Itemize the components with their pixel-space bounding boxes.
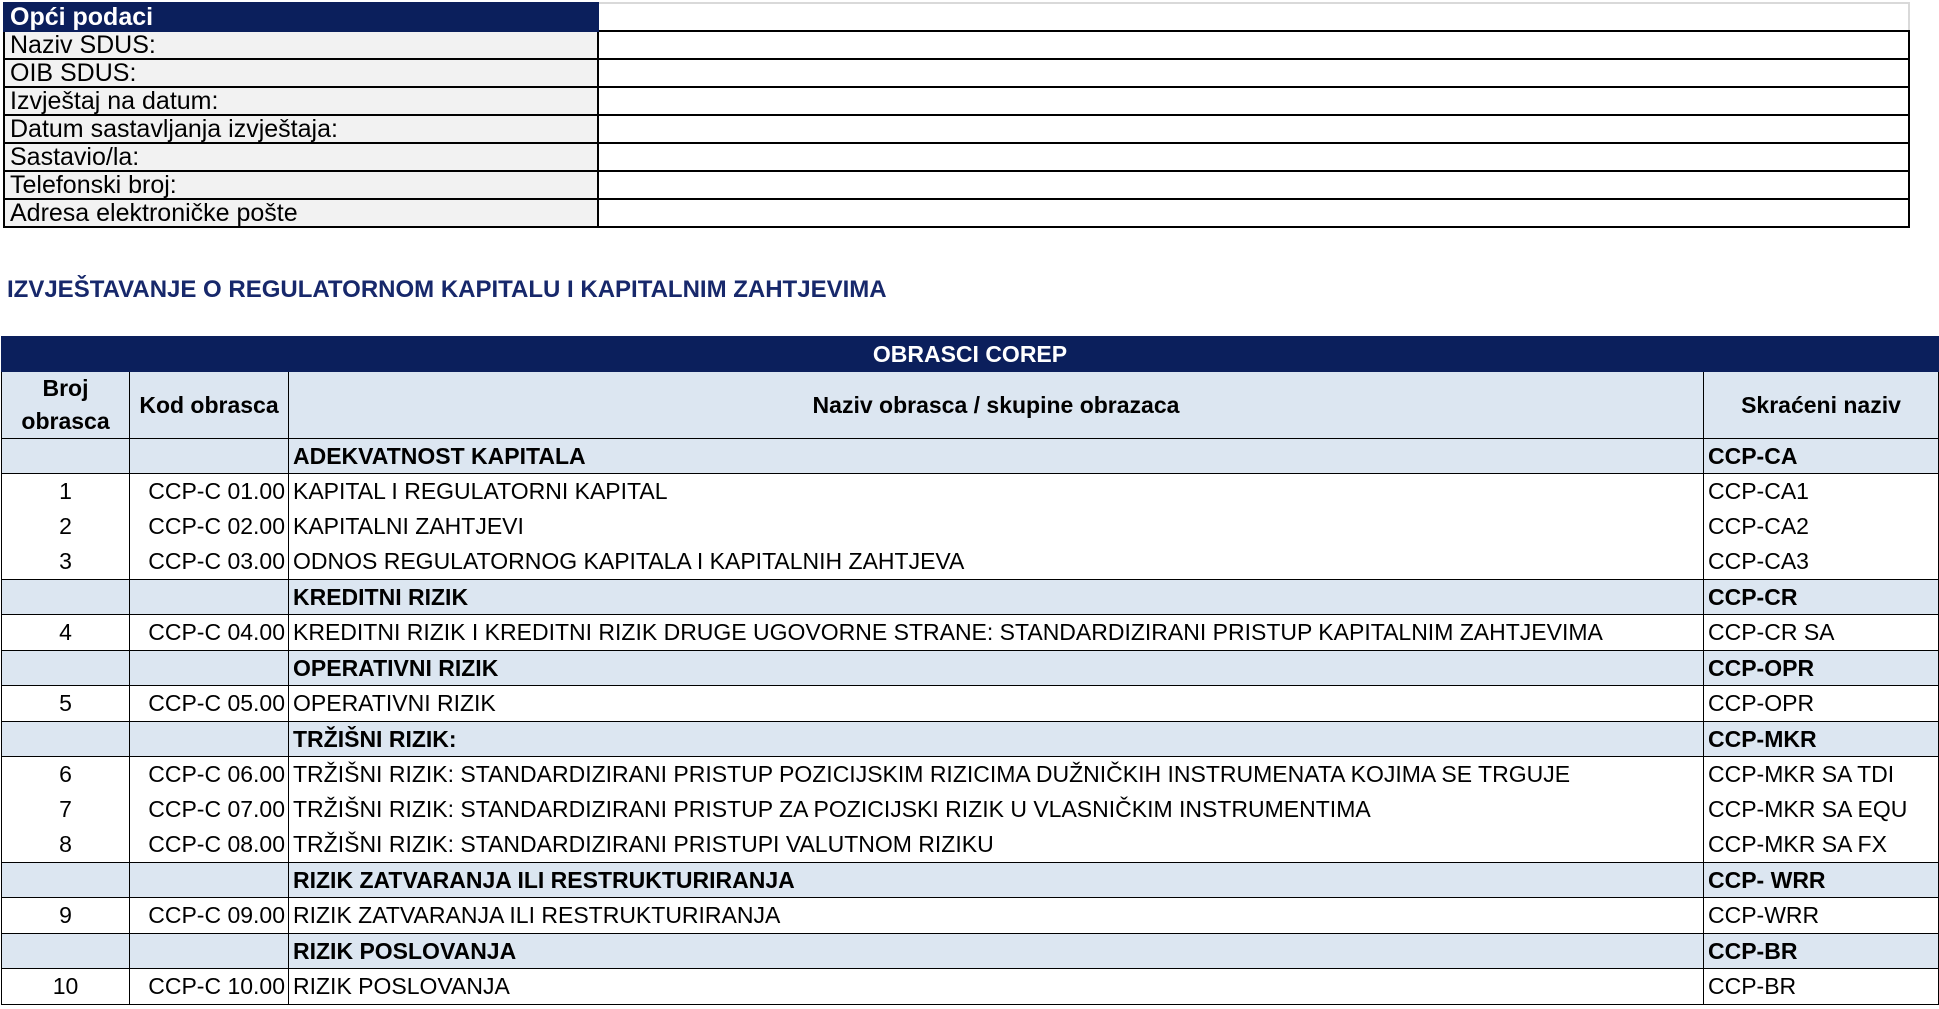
general-info-value-field[interactable] — [598, 59, 1909, 87]
group-name: TRŽIŠNI RIZIK: — [289, 722, 1704, 757]
group-number-cell — [2, 651, 130, 686]
form-name: TRŽIŠNI RIZIK: STANDARDIZIRANI PRISTUP POZICIJSKIM RIZICIMA DUŽNIČKIH INSTRUMENATA KOJIMA SE TRGUJE — [289, 757, 1704, 793]
form-name: TRŽIŠNI RIZIK: STANDARDIZIRANI PRISTUPI VALUTNOM RIZIKU — [289, 827, 1704, 863]
general-info-header-row — [4, 3, 1909, 31]
general-info-row — [4, 143, 1909, 171]
group-row — [2, 580, 1939, 615]
general-info-label: Izvještaj na datum: — [4, 87, 598, 115]
general-info-value-field[interactable] — [598, 31, 1909, 59]
corep-table — [1, 336, 1939, 1005]
general-info-label: Sastavio/la: — [4, 143, 598, 171]
group-code-cell — [130, 863, 289, 898]
group-name: KREDITNI RIZIK — [289, 580, 1704, 615]
form-number: 9 — [2, 898, 130, 934]
form-number: 6 — [2, 757, 130, 793]
table-row — [2, 474, 1939, 510]
group-short-name: CCP-CR — [1704, 580, 1939, 615]
general-info-row — [4, 59, 1909, 87]
corep-title-row — [2, 337, 1939, 372]
group-name: OPERATIVNI RIZIK — [289, 651, 1704, 686]
group-short-name: CCP-CA — [1704, 439, 1939, 474]
general-info-row — [4, 199, 1909, 227]
group-row — [2, 722, 1939, 757]
form-number: 7 — [2, 792, 130, 827]
group-code-cell — [130, 934, 289, 969]
general-info-row — [4, 31, 1909, 59]
general-info-value-field[interactable] — [598, 87, 1909, 115]
form-name: TRŽIŠNI RIZIK: STANDARDIZIRANI PRISTUP ZA POZICIJSKI RIZIK U VLASNIČKIM INSTRUMENTIMA — [289, 792, 1704, 827]
table-row — [2, 544, 1939, 580]
header-form-number: Broj obrasca — [2, 372, 130, 439]
group-short-name: CCP-OPR — [1704, 651, 1939, 686]
form-code: CCP-C 03.00 — [130, 544, 289, 580]
group-short-name: CCP- WRR — [1704, 863, 1939, 898]
corep-header-row — [2, 372, 1939, 439]
form-short-name: CCP-MKR SA EQU — [1704, 792, 1939, 827]
general-info-value-field[interactable] — [598, 171, 1909, 199]
general-info-value-field[interactable] — [598, 199, 1909, 227]
form-name: RIZIK POSLOVANJA — [289, 969, 1704, 1005]
group-name: RIZIK POSLOVANJA — [289, 934, 1704, 969]
form-code: CCP-C 10.00 — [130, 969, 289, 1005]
section-title: IZVJEŠTAVANJE O REGULATORNOM KAPITALU I KAPITALNIM ZAHTJEVIMA — [7, 276, 887, 303]
general-info-row — [4, 87, 1909, 115]
form-code: CCP-C 09.00 — [130, 898, 289, 934]
header-form-name: Naziv obrasca / skupine obrazaca — [289, 372, 1704, 439]
group-name: RIZIK ZATVARANJA ILI RESTRUKTURIRANJA — [289, 863, 1704, 898]
group-row — [2, 934, 1939, 969]
general-info-table — [3, 2, 1910, 228]
table-row — [2, 898, 1939, 934]
form-code: CCP-C 06.00 — [130, 757, 289, 793]
table-row — [2, 792, 1939, 827]
general-info-header-blank — [598, 3, 1909, 31]
group-code-cell — [130, 439, 289, 474]
group-short-name: CCP-MKR — [1704, 722, 1939, 757]
group-number-cell — [2, 722, 130, 757]
general-info-label: OIB SDUS: — [4, 59, 598, 87]
group-number-cell — [2, 580, 130, 615]
group-code-cell — [130, 580, 289, 615]
table-row — [2, 969, 1939, 1005]
table-row — [2, 757, 1939, 793]
group-row — [2, 651, 1939, 686]
group-short-name: CCP-BR — [1704, 934, 1939, 969]
form-short-name: CCP-BR — [1704, 969, 1939, 1005]
form-name: RIZIK ZATVARANJA ILI RESTRUKTURIRANJA — [289, 898, 1704, 934]
form-name: OPERATIVNI RIZIK — [289, 686, 1704, 722]
general-info-label: Adresa elektroničke pošte — [4, 199, 598, 227]
form-code: CCP-C 01.00 — [130, 474, 289, 510]
form-name: KAPITALNI ZAHTJEVI — [289, 509, 1704, 544]
group-number-cell — [2, 863, 130, 898]
table-row — [2, 615, 1939, 651]
form-number: 1 — [2, 474, 130, 510]
group-number-cell — [2, 934, 130, 969]
form-code: CCP-C 08.00 — [130, 827, 289, 863]
form-number: 8 — [2, 827, 130, 863]
form-short-name: CCP-MKR SA TDI — [1704, 757, 1939, 793]
form-short-name: CCP-CA3 — [1704, 544, 1939, 580]
general-info-label: Telefonski broj: — [4, 171, 598, 199]
form-name: KREDITNI RIZIK I KREDITNI RIZIK DRUGE UGOVORNE STRANE: STANDARDIZIRANI PRISTUP KAPITALNIM ZAHTJEVIMA — [289, 615, 1704, 651]
form-short-name: CCP-WRR — [1704, 898, 1939, 934]
form-code: CCP-C 02.00 — [130, 509, 289, 544]
header-form-code: Kod obrasca — [130, 372, 289, 439]
form-number: 4 — [2, 615, 130, 651]
form-code: CCP-C 07.00 — [130, 792, 289, 827]
group-row — [2, 863, 1939, 898]
group-row — [2, 439, 1939, 474]
header-short-name: Skraćeni naziv — [1704, 372, 1939, 439]
general-info-header: Opći podaci — [4, 3, 598, 31]
table-row — [2, 509, 1939, 544]
general-info-label: Datum sastavljanja izvještaja: — [4, 115, 598, 143]
form-name: KAPITAL I REGULATORNI KAPITAL — [289, 474, 1704, 510]
form-code: CCP-C 05.00 — [130, 686, 289, 722]
group-code-cell — [130, 651, 289, 686]
group-number-cell — [2, 439, 130, 474]
corep-title: OBRASCI COREP — [2, 337, 1939, 372]
general-info-value-field[interactable] — [598, 115, 1909, 143]
form-number: 5 — [2, 686, 130, 722]
form-short-name: CCP-OPR — [1704, 686, 1939, 722]
form-short-name: CCP-CR SA — [1704, 615, 1939, 651]
form-name: ODNOS REGULATORNOG KAPITALA I KAPITALNIH ZAHTJEVA — [289, 544, 1704, 580]
group-code-cell — [130, 722, 289, 757]
form-short-name: CCP-CA2 — [1704, 509, 1939, 544]
form-number: 3 — [2, 544, 130, 580]
form-code: CCP-C 04.00 — [130, 615, 289, 651]
general-info-row — [4, 115, 1909, 143]
form-short-name: CCP-MKR SA FX — [1704, 827, 1939, 863]
table-row — [2, 686, 1939, 722]
table-row — [2, 827, 1939, 863]
group-name: ADEKVATNOST KAPITALA — [289, 439, 1704, 474]
general-info-value-field[interactable] — [598, 143, 1909, 171]
general-info-label: Naziv SDUS: — [4, 31, 598, 59]
form-short-name: CCP-CA1 — [1704, 474, 1939, 510]
form-number: 10 — [2, 969, 130, 1005]
general-info-row — [4, 171, 1909, 199]
form-number: 2 — [2, 509, 130, 544]
